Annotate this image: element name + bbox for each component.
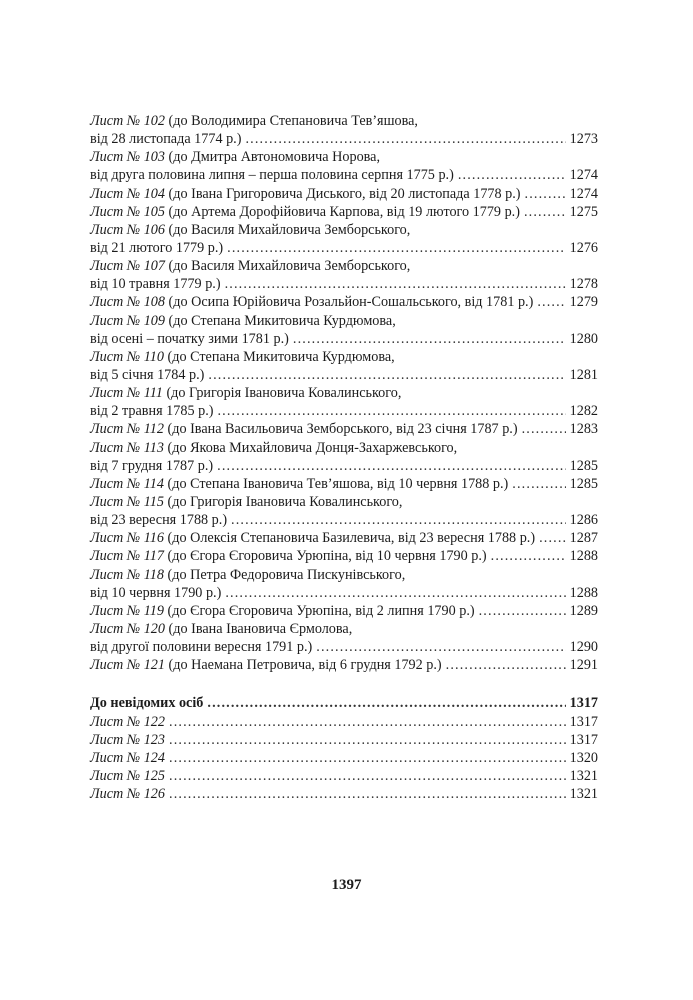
- toc-entry-103-cont: [90, 166, 598, 184]
- leader-dots: [512, 475, 565, 493]
- entry-page: 1273: [569, 131, 598, 148]
- entry-title: (до Якова Михайловича Донця-Захаржевського,: [163, 439, 458, 456]
- toc-entry-115: [90, 493, 598, 511]
- entry-page: 1286: [569, 512, 598, 529]
- table-of-contents: [90, 112, 598, 803]
- toc-entry-106-cont: [90, 239, 598, 257]
- toc-entry-115-cont: [90, 511, 598, 529]
- section-heading: [90, 694, 598, 712]
- entry-label: Лист № 109: [90, 312, 165, 329]
- entry-date: від 5 січня 1784 р.): [90, 366, 205, 383]
- leader-dots: [491, 547, 566, 565]
- toc-entry-102-cont: [90, 130, 598, 148]
- entry-page: 1285: [569, 475, 598, 492]
- leader-dots: [227, 239, 565, 257]
- entry-page: 1283: [569, 421, 598, 438]
- entry-title: (до Степана Микитовича Курдюмова,: [163, 348, 395, 365]
- entry-page: 1321: [569, 767, 598, 784]
- entry-page: 1274: [569, 185, 598, 202]
- entry-label: Лист № 120: [90, 620, 165, 637]
- toc-entry-113: [90, 439, 598, 457]
- entry-page: 1289: [569, 602, 598, 619]
- entry-title: (до Григорія Івановича Ковалинського,: [162, 385, 402, 402]
- section-title: До невідомих осіб: [90, 695, 204, 712]
- entry-label: Лист № 110: [90, 348, 164, 365]
- entry-title: (до Артема Дорофійовича Карпова, від 19 лютого 1779 р.): [165, 203, 520, 220]
- toc-entry-114: [90, 475, 598, 493]
- section-gap: [90, 674, 598, 694]
- entry-label: Лист № 126: [90, 786, 165, 803]
- entry-date: від 28 листопада 1774 р.): [90, 131, 242, 148]
- toc-entry-105: [90, 203, 598, 221]
- entry-label: Лист № 105: [90, 203, 165, 220]
- entry-title: (до Івана Васильовича Земборського, від 23 січня 1787 р.): [163, 421, 518, 438]
- entry-label: Лист № 124: [90, 749, 165, 766]
- leader-dots: [524, 203, 566, 221]
- entry-date: від 2 травня 1785 р.): [90, 403, 214, 420]
- entry-label: Лист № 125: [90, 767, 165, 784]
- entry-label: Лист № 111: [90, 385, 163, 402]
- entry-page: 1281: [569, 366, 598, 383]
- toc-entry-126: [90, 785, 598, 803]
- entry-page: 1282: [569, 403, 598, 420]
- leader-dots: [225, 584, 565, 602]
- entry-page: 1276: [569, 239, 598, 256]
- entry-title: (до Василя Михайловича Земборського,: [165, 258, 411, 275]
- toc-entry-112: [90, 420, 598, 438]
- entry-title: (до Івана Григоровича Диського, від 20 листопада 1778 р.): [165, 185, 521, 202]
- entry-label: Лист № 121: [90, 657, 165, 674]
- entry-label: Лист № 113: [90, 439, 164, 456]
- toc-entry-118: [90, 566, 598, 584]
- toc-entry-106: [90, 221, 598, 239]
- toc-entry-123: [90, 731, 598, 749]
- entry-page: 1275: [569, 203, 598, 220]
- entry-title: (до Петра Федоровича Пискунівського,: [163, 566, 406, 583]
- entry-label: Лист № 106: [90, 221, 165, 238]
- leader-dots: [539, 529, 566, 547]
- toc-entry-103: [90, 148, 598, 166]
- toc-entry-124: [90, 749, 598, 767]
- entry-label: Лист № 103: [90, 149, 165, 166]
- toc-entry-125: [90, 767, 598, 785]
- entry-date: від 10 травня 1779 р.): [90, 276, 221, 293]
- toc-entry-108: [90, 293, 598, 311]
- entry-label: Лист № 118: [90, 566, 164, 583]
- entry-title: (до Степана Микитовича Курдюмова,: [165, 312, 396, 329]
- toc-entry-116: [90, 529, 598, 547]
- toc-entry-110-cont: [90, 366, 598, 384]
- entry-title: (до Григорія Івановича Ковалинського,: [163, 493, 403, 510]
- entry-label: Лист № 119: [90, 602, 164, 619]
- toc-entry-107: [90, 257, 598, 275]
- leader-dots: [217, 402, 565, 420]
- entry-label: Лист № 122: [90, 713, 165, 730]
- toc-entry-113-cont: [90, 457, 598, 475]
- toc-entry-102: [90, 112, 598, 130]
- leader-dots: [458, 166, 566, 184]
- entry-page: 1320: [569, 749, 598, 766]
- entry-label: Лист № 107: [90, 258, 165, 275]
- leader-dots: [169, 731, 566, 749]
- toc-entry-110: [90, 348, 598, 366]
- entry-label: Лист № 115: [90, 493, 164, 510]
- entry-label: Лист № 108: [90, 294, 165, 311]
- entry-page: 1291: [569, 657, 598, 674]
- leader-dots: [169, 785, 566, 803]
- entry-date: від осені – початку зими 1781 р.): [90, 330, 289, 347]
- entry-title: (до Василя Михайловича Земборського,: [165, 221, 411, 238]
- entry-page: 1285: [569, 457, 598, 474]
- toc-entry-117: [90, 547, 598, 565]
- leader-dots: [208, 366, 565, 384]
- entry-title: (до Єгора Єгоровича Урюпіна, від 10 червня 1790 р.): [163, 548, 487, 565]
- leader-dots: [231, 511, 566, 529]
- leader-dots: [245, 130, 565, 148]
- toc-entry-111: [90, 384, 598, 402]
- entry-page: 1317: [569, 731, 598, 748]
- leader-dots: [169, 767, 566, 785]
- toc-entry-107-cont: [90, 275, 598, 293]
- entry-date: від 23 вересня 1788 р.): [90, 512, 228, 529]
- leader-dots: [525, 185, 566, 203]
- leader-dots: [479, 602, 566, 620]
- entry-date: від другої половини вересня 1791 р.): [90, 639, 313, 656]
- entry-page: 1274: [569, 167, 598, 184]
- entry-title: (до Івана Івановича Єрмолова,: [165, 620, 353, 637]
- entry-page: 1288: [569, 584, 598, 601]
- toc-entry-120: [90, 620, 598, 638]
- entry-title: (до Олексія Степановича Базилевича, від 23 вересня 1788 р.): [163, 530, 536, 547]
- toc-entry-104: [90, 185, 598, 203]
- entry-label: Лист № 116: [90, 530, 164, 547]
- entry-label: Лист № 123: [90, 731, 165, 748]
- leader-dots: [207, 694, 565, 712]
- toc-entry-111-cont: [90, 402, 598, 420]
- entry-page: 1321: [569, 786, 598, 803]
- entry-label: Лист № 114: [90, 475, 164, 492]
- entry-title: (до Наемана Петровича, від 6 грудня 1792 р.): [165, 657, 442, 674]
- entry-page: 1287: [569, 530, 598, 547]
- entry-date: від друга половина липня – перша половина серпня 1775 р.): [90, 167, 454, 184]
- entry-date: від 21 лютого 1779 р.): [90, 239, 224, 256]
- entry-title: (до Єгора Єгоровича Урюпіна, від 2 липня 1790 р.): [163, 602, 475, 619]
- toc-entry-119: [90, 602, 598, 620]
- entry-title: (до Степана Івановича Тев’яшова, від 10 червня 1788 р.): [163, 475, 509, 492]
- entry-page: 1278: [569, 276, 598, 293]
- leader-dots: [537, 293, 565, 311]
- entry-label: Лист № 112: [90, 421, 164, 438]
- section-page: 1317: [569, 695, 598, 712]
- toc-entry-109: [90, 312, 598, 330]
- entry-page: 1280: [569, 330, 598, 347]
- leader-dots: [316, 638, 565, 656]
- leader-dots: [225, 275, 566, 293]
- entry-page: 1317: [569, 713, 598, 730]
- toc-entry-122: [90, 713, 598, 731]
- page-number: 1397: [331, 877, 362, 893]
- entry-page: 1279: [569, 294, 598, 311]
- entry-title: (до Дмитра Автономовича Норова,: [165, 149, 381, 166]
- toc-entry-120-cont: [90, 638, 598, 656]
- leader-dots: [217, 457, 565, 475]
- entry-label: Лист № 102: [90, 113, 165, 129]
- leader-dots: [293, 330, 566, 348]
- entry-title: (до Володимира Степановича Тев’яшова,: [165, 113, 418, 129]
- entry-date: від 7 грудня 1787 р.): [90, 457, 214, 474]
- entry-title: (до Осипа Юрійовича Розальйон-Сошальського, від 1781 р.): [165, 294, 534, 311]
- entry-page: 1290: [569, 639, 598, 656]
- toc-entry-118-cont: [90, 584, 598, 602]
- entry-label: Лист № 104: [90, 185, 165, 202]
- entry-label: Лист № 117: [90, 548, 164, 565]
- leader-dots: [446, 656, 566, 674]
- toc-entry-121: [90, 656, 598, 674]
- leader-dots: [522, 420, 566, 438]
- toc-entry-109-cont: [90, 330, 598, 348]
- leader-dots: [169, 713, 566, 731]
- entry-page: 1288: [569, 548, 598, 565]
- entry-date: від 10 червня 1790 р.): [90, 584, 222, 601]
- leader-dots: [169, 749, 566, 767]
